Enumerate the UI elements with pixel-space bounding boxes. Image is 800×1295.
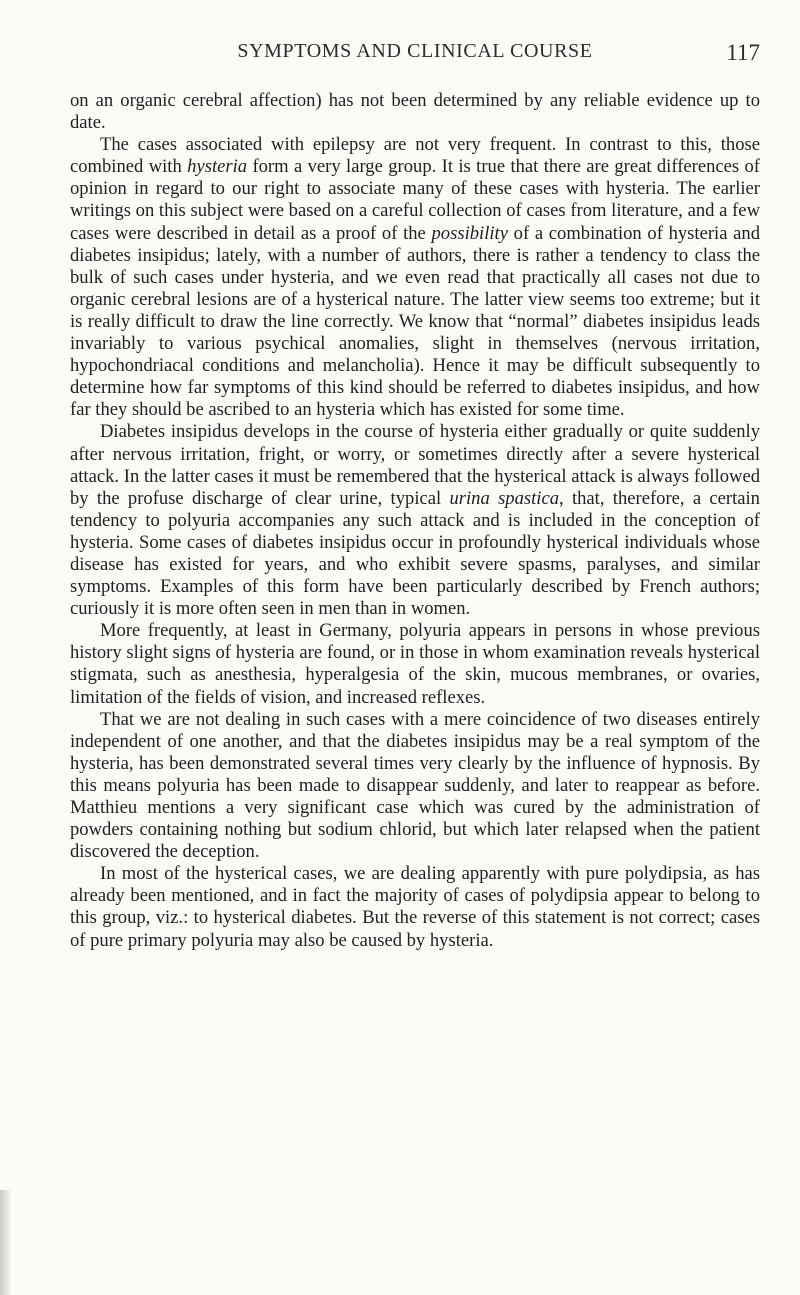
text-segment: In most of the hysterical cases, we are dealing apparently with pure polydipsia, as has already been mentioned, and in fact the majority of cases of polydipsia appear to belong to this group, viz.: to hysterical diabetes. But the reverse of this statement is not correct; cases of pure primary polyuria may also be caused by hysteria.	[70, 863, 760, 951]
paragraph-1	[70, 90, 760, 134]
page-number: 117	[726, 40, 760, 65]
italic-term: hysteria	[187, 156, 248, 178]
text-segment: of a combination of hysteria and diabetes insipidus; lately, with a number of authors, there is rather a tendency to class the bulk of such cases under hysteria, and we even read that practically all cases not due to organic cerebral lesions are of a hysterical nature. The latter view seems too extreme; but it is really difficult to draw the line correctly. We know that “normal” diabetes insipidus leads invariably to various psychical anomalies, slight in themselves (nervous irritation, hypochondriacal conditions and melancholia). Hence it may be difficult subsequently to determine how far symptoms of this kind should be referred to diabetes insipidus, and how far they should be ascribed to an hysteria which has existed for some time.	[70, 222, 760, 421]
paragraph-5	[70, 709, 760, 864]
text-segment: Diabetes insipidus develops in the course of hysteria either gradually or quite suddenly after nervous irritation, fright, or worry, or sometimes directly after a severe hysterical attack. In the latter cases it must be remembered that the hysterical attack is always followed by the profuse discharge of clear urine, typical	[70, 421, 760, 509]
body-text	[70, 90, 760, 952]
text-segment: That we are not dealing in such cases with a mere coincidence of two diseases entirely independent of one another, and that the diabetes insipidus may be a real symptom of the hysteria, has been demonstrated several times very clearly by the influence of hypnosis. By this means polyuria has been made to disappear suddenly, and later to reappear as before. Matthieu mentions a very significant case which was cured by the administration of powders containing nothing but sodium chlorid, but which later relapsed when the patient discovered the deception.	[70, 708, 760, 863]
italic-term: urina spastica	[449, 487, 560, 509]
running-head	[70, 40, 760, 70]
text-segment: The cases associated with epilepsy are not very frequent. In contrast to this, those combined with	[70, 134, 760, 178]
page-edge-shadow	[0, 1190, 12, 1295]
text-segment: More frequently, at least in Germany, polyuria appears in persons in whose previous history slight signs of hysteria are found, or in those in whom examination reveals hysterical stigmata, such as anesthesia, hyperalgesia of the skin, mucous membranes, or ovaries, limitation of the fields of vision, and increased reflexes.	[70, 620, 760, 708]
text-segment: , that, therefore, a certain tendency to polyuria accompanies any such attack and is included in the conception of hysteria. Some cases of diabetes insipidus occur in profoundly hysterical individuals whose disease has existed for years, and who exhibit severe spasms, paralyses, and similar symptoms. Examples of this form have been particularly described by French authors; curiously it is more often seen in men than in women.	[70, 487, 760, 620]
text-segment: on an organic cerebral affection) has not been determined by any reliable evidence up to date.	[70, 90, 760, 134]
paragraph-3	[70, 421, 760, 620]
paragraph-6	[70, 863, 760, 951]
paragraph-4	[70, 620, 760, 708]
running-title: SYMPTOMS AND CLINICAL COURSE	[237, 40, 593, 62]
paragraph-2	[70, 134, 760, 421]
text-segment: form a very large group. It is true that there are great differences of opinion in regard to our right to associate many of these cases with hysteria. The earlier writings on this subject were based on a careful collection of cases from literature, and a few cases were described in detail as a proof of the	[70, 156, 760, 244]
italic-term: possibility	[431, 222, 508, 244]
